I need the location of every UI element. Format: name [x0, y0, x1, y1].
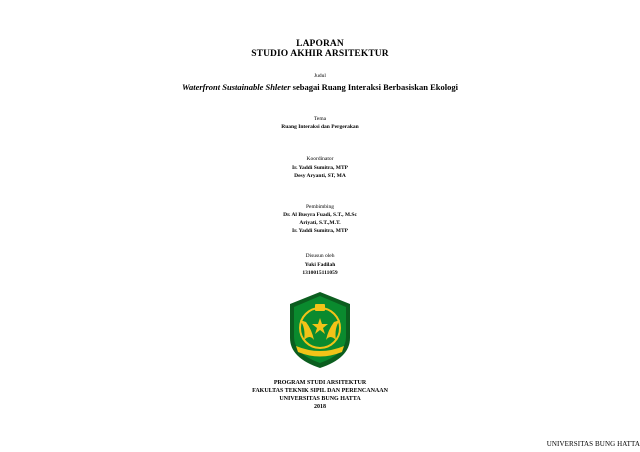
tema-label: Tema [313, 116, 327, 122]
report-subtitle: STUDIO AKHIR ARSITEKTUR [251, 49, 389, 59]
penyusun-name: Yuki Fadilah [304, 262, 336, 268]
university-seal-logo [286, 290, 354, 370]
corner-university-label: UNIVERSITAS BUNG HATTA [546, 440, 640, 448]
seal-top-emblem [315, 304, 325, 311]
judul-title-italic: Waterfront Sustainable Shleter [182, 82, 291, 92]
footer-university: UNIVERSITAS BUNG HATTA [279, 396, 361, 402]
pembimbing-label: Pembimbing [305, 204, 335, 210]
pembimbing-name: Ir. Yaddi Sumitra, MTP [292, 228, 348, 234]
pembimbing-name: Dr. Al Busyra Fuadi, S.T., M.Sc [283, 212, 357, 218]
koordinator-name: Ir. Yaddi Sumitra, MTP [292, 165, 348, 171]
footer-year: 2018 [314, 404, 326, 410]
tema-value: Ruang Interaksi dan Pergerakan [281, 124, 359, 130]
pembimbing-name: Ariyati, S.T.,M.T. [299, 220, 341, 226]
penyusun-nim: 1310015111059 [302, 270, 338, 276]
footer-program: PROGRAM STUDI ARSITEKTUR [273, 380, 367, 386]
koordinator-name: Desy Aryanti, ST, MA [294, 173, 346, 179]
judul-label: Judul [314, 73, 326, 79]
judul-title [0, 82, 640, 92]
report-type: LAPORAN [296, 39, 344, 49]
footer-faculty: FAKULTAS TEKNIK SIPIL DAN PERENCANAAN [252, 388, 388, 394]
judul-title-rest: sebagai Ruang Interaksi Berbasiskan Ekologi [290, 82, 458, 92]
koordinator-label: Koordinator [306, 156, 334, 162]
penyusun-label: Disusun oleh [305, 253, 335, 259]
